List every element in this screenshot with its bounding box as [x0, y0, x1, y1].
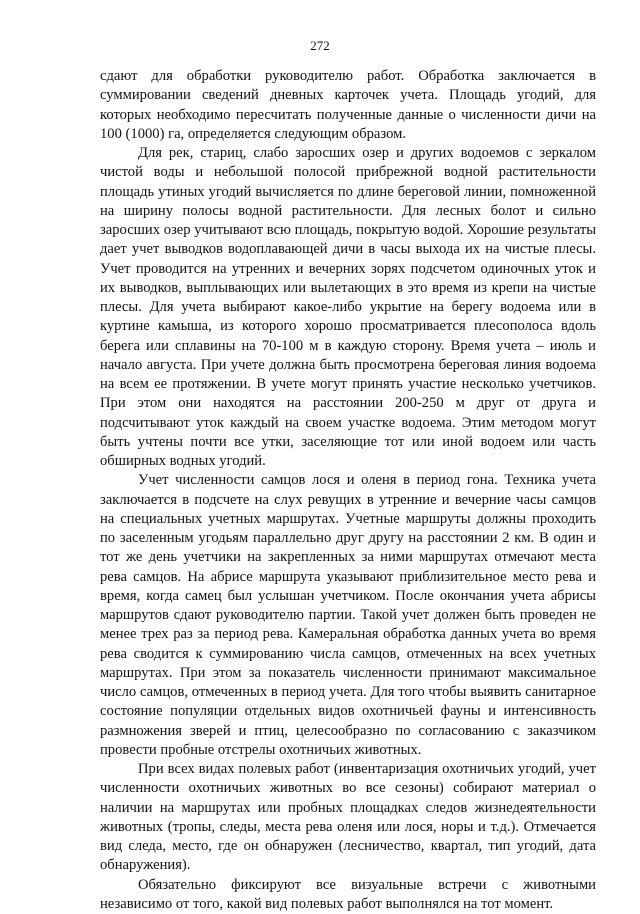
paragraph-5: Обязательно фиксируют все визуальные встречи с животными независимо от того, какой вид полевых работ выполнялся на тот момент. — [100, 876, 596, 914]
body-text — [100, 67, 596, 914]
page-number: 272 — [0, 38, 640, 54]
paragraph-1: сдают для обработки руководителю работ. Обработка заключается в суммировании сведений дневных карточек учета. Площадь угодий, для которых необходимо пересчитать полученные данные о численности дичи на 100 (1000) га, определяется следующим образом. — [100, 67, 596, 144]
paragraph-2: Для рек, стариц, слабо заросших озер и других водоемов с зеркалом чистой воды и небольшой полосой прибрежной водной растительности площадь утиных угодий вычисляется по длине береговой линии, помноженной на ширину полосы водной растительности. Для лесных болот и сильно заросших озер учитывают всю площадь, покрытую водой. Хорошие результаты дает учет выводков водоплавающей дичи в часы выхода их на чистые плесы. Учет проводится на утренних и вечерних зорях подсчетом одиночных уток и их выводков, выплывающих или вылетающих в это время из крепи на чистые плесы. Для учета выбирают какое-либо укрытие на берегу водоема или в куртине камыша, из которого хорошо просматривается плесополоса вдоль берега или сплавины на 70-100 м в каждую сторону. Время учета – июль и начало августа. При учете должна быть просмотрена береговая линия водоема на всем ее протяжении. В учете могут принять участие несколько учетчиков. При этом они находятся на расстоянии 200-250 м друг от друга и подсчитывают уток каждый на своем участке водоема. Этим методом могут быть учтены почти все утки, заселяющие тот или иной водоем или часть обширных водных угодий. — [100, 144, 596, 471]
paragraph-3: Учет численности самцов лося и оленя в период гона. Техника учета заключается в подсчете на слух ревущих в утренние и вечерние часы самцов на специальных учетных маршрутах. Учетные маршруты должны проходить по заселенным угодьям параллельно друг другу на расстоянии 2 км. В один и тот же день учетчики на закрепленных за ними маршрутах отмечают места рева самцов. На абрисе маршрута указывают приблизительное место рева и время, когда самец был услышан учетчиком. После окончания учета абрисы маршрутов сдают руководителю партии. Такой учет должен быть проведен не менее трех раз за период рева. Камеральная обработка данных учета во время рева сводится к суммированию числа самцов, отмеченных на всех учетных маршрутах. При этом за показатель численности принимают максимальное число самцов, отмеченных в период учета. Для того чтобы выявить санитарное состояние популяции отдельных видов охотничьей фауны и интенсивность размножения зверей и птиц, целесообразно по согласованию с заказчиком провести пробные отстрелы охотничьих животных. — [100, 471, 596, 760]
paragraph-4: При всех видах полевых работ (инвентаризация охотничьих угодий, учет численности охотничьих животных во все сезоны) собирают материал о наличии на маршрутах или пробных площадках следов жизнедеятельности животных (тропы, следы, места рева оленя или лося, норы и т.д.). Отмечается вид следа, место, где он обнаружен (лесничество, квартал, тип угодий, дата обнаружения). — [100, 760, 596, 876]
